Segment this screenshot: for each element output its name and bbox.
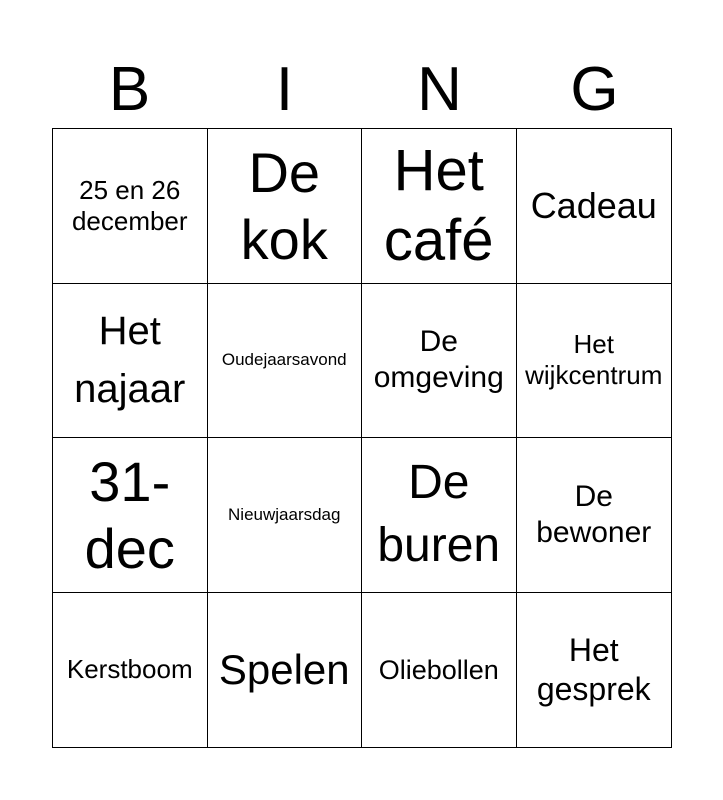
cell-label: Het café [383,138,494,273]
bingo-cell[interactable] [53,593,208,748]
cell-label: Cadeau [530,185,657,227]
bingo-cell[interactable] [362,284,517,439]
bingo-cell[interactable] [208,284,363,439]
bingo-cell[interactable] [362,438,517,593]
bingo-grid [52,128,672,748]
bingo-header [52,52,672,128]
cell-label: Nieuwjaarsdag [228,504,341,524]
bingo-cell[interactable] [53,129,208,284]
cell-label: De bewoner [536,479,652,549]
bingo-cell[interactable] [517,129,672,284]
bingo-cell[interactable] [208,593,363,748]
bingo-cell[interactable] [208,129,363,284]
header-letter-g: G [570,55,619,124]
cell-label: 25 en 26 december [71,174,188,236]
cell-label: Oudejaarsavond [221,350,347,370]
cell-label: Kerstboom [66,654,193,685]
bingo-cell[interactable] [53,284,208,439]
cell-label: De omgeving [373,325,504,395]
header-letter-n: N [417,55,462,124]
bingo-cell[interactable] [53,438,208,593]
cell-label: Het najaar [74,309,186,412]
cell-label: De kok [240,140,328,271]
cell-label: De buren [377,456,501,572]
cell-label: Het wijkcentrum [525,329,663,391]
cell-label: Oliebollen [378,654,499,685]
header-letter-i: I [275,55,294,124]
header-letter-b: B [108,55,151,124]
bingo-cell[interactable] [362,129,517,284]
bingo-cell[interactable] [517,438,672,593]
cell-label: Het gesprek [536,632,651,707]
bingo-cell[interactable] [517,593,672,748]
bingo-cell[interactable] [208,438,363,593]
cell-label: Spelen [218,645,350,693]
bingo-cell[interactable] [362,593,517,748]
bingo-cell[interactable] [517,284,672,439]
cell-label: 31-dec [84,449,175,580]
